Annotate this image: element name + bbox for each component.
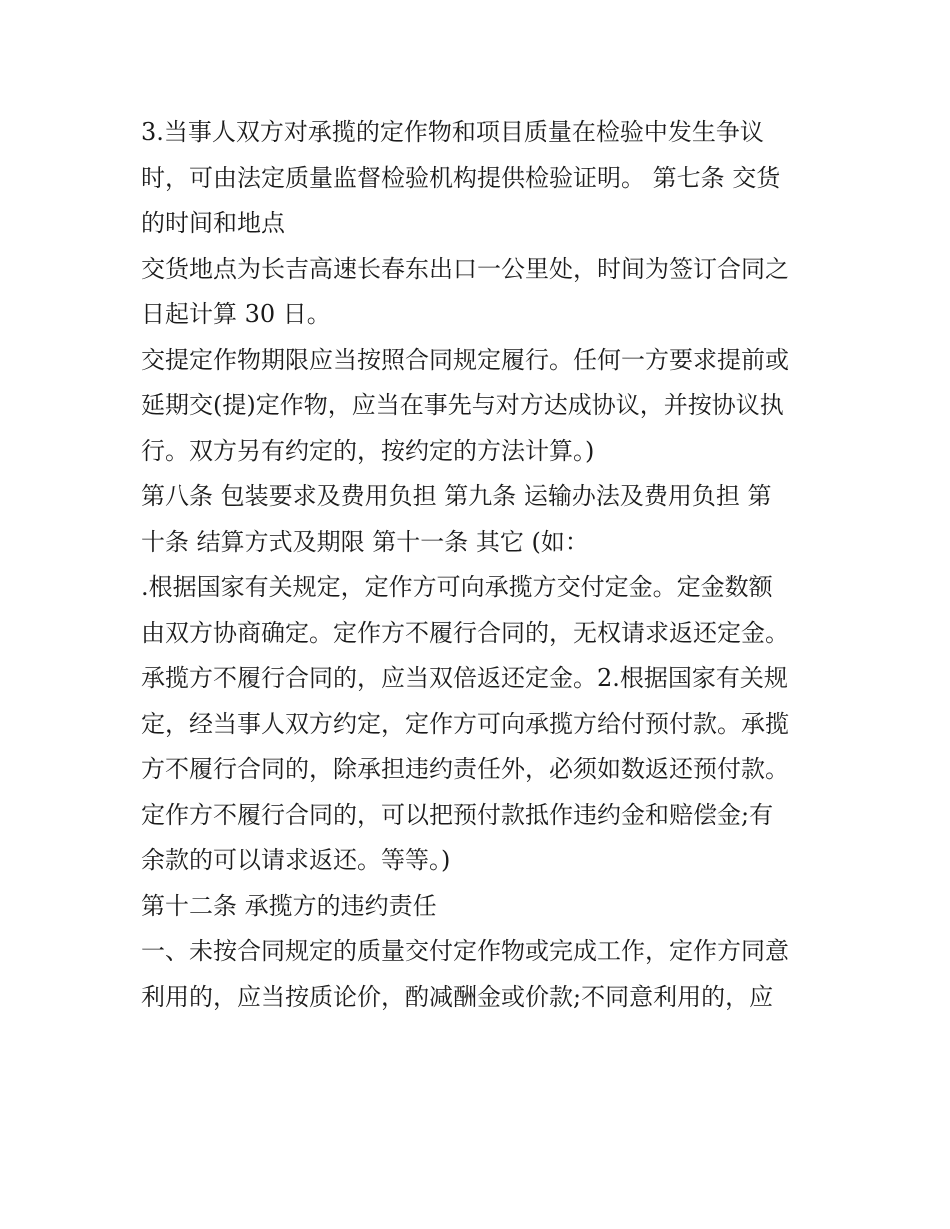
text-line: .根据国家有关规定，定作方可向承揽方交付定金。定金数额 xyxy=(141,573,773,601)
text-line: 方不履行合同的，除承担违约责任外，必须如数返还预付款。 xyxy=(141,755,789,783)
text-line: 日起计算 30 日。 xyxy=(141,300,331,328)
text-line: 定，经当事人双方约定，定作方可向承揽方给付预付款。承揽 xyxy=(141,709,789,738)
text-line: 第十二条 承揽方的违约责任 xyxy=(141,891,437,920)
text-line: 由双方协商确定。定作方不履行合同的，无权请求返还定金。 xyxy=(141,618,789,647)
text-line: 十条 结算方式及期限 第十一条 其它 (如： xyxy=(141,527,589,556)
text-line: 余款的可以请求返还。等等。) xyxy=(141,846,451,874)
contract-text xyxy=(141,110,821,1020)
text-line: 延期交(提)定作物，应当在事先与对方达成协议，并按协议执 xyxy=(141,391,784,419)
text-line: 交货地点为长吉高速长春东出口一公里处，时间为签订合同之 xyxy=(141,254,789,283)
text-line: 承揽方不履行合同的，应当双倍返还定金。2.根据国家有关规 xyxy=(141,664,788,692)
text-line: 利用的，应当按质论价，酌减酬金或价款;不同意利用的，应 xyxy=(141,982,774,1011)
text-line: 时，可由法定质量监督检验机构提供检验证明。 第七条 交货 xyxy=(141,163,781,192)
text-line: 的时间和地点 xyxy=(141,209,285,237)
text-line: 行。双方另有约定的，按约定的方法计算。) xyxy=(141,436,595,465)
text-line: 3.当事人双方对承揽的定作物和项目质量在检验中发生争议 xyxy=(141,118,764,146)
text-line: 定作方不履行合同的，可以把预付款抵作违约金和赔偿金;有 xyxy=(141,800,774,829)
text-line: 第八条 包装要求及费用负担 第九条 运输办法及费用负担 第 xyxy=(141,482,772,510)
text-line: 一、未按合同规定的质量交付定作物或完成工作，定作方同意 xyxy=(141,937,789,965)
text-line: 交提定作物期限应当按照合同规定履行。任何一方要求提前或 xyxy=(141,345,789,374)
